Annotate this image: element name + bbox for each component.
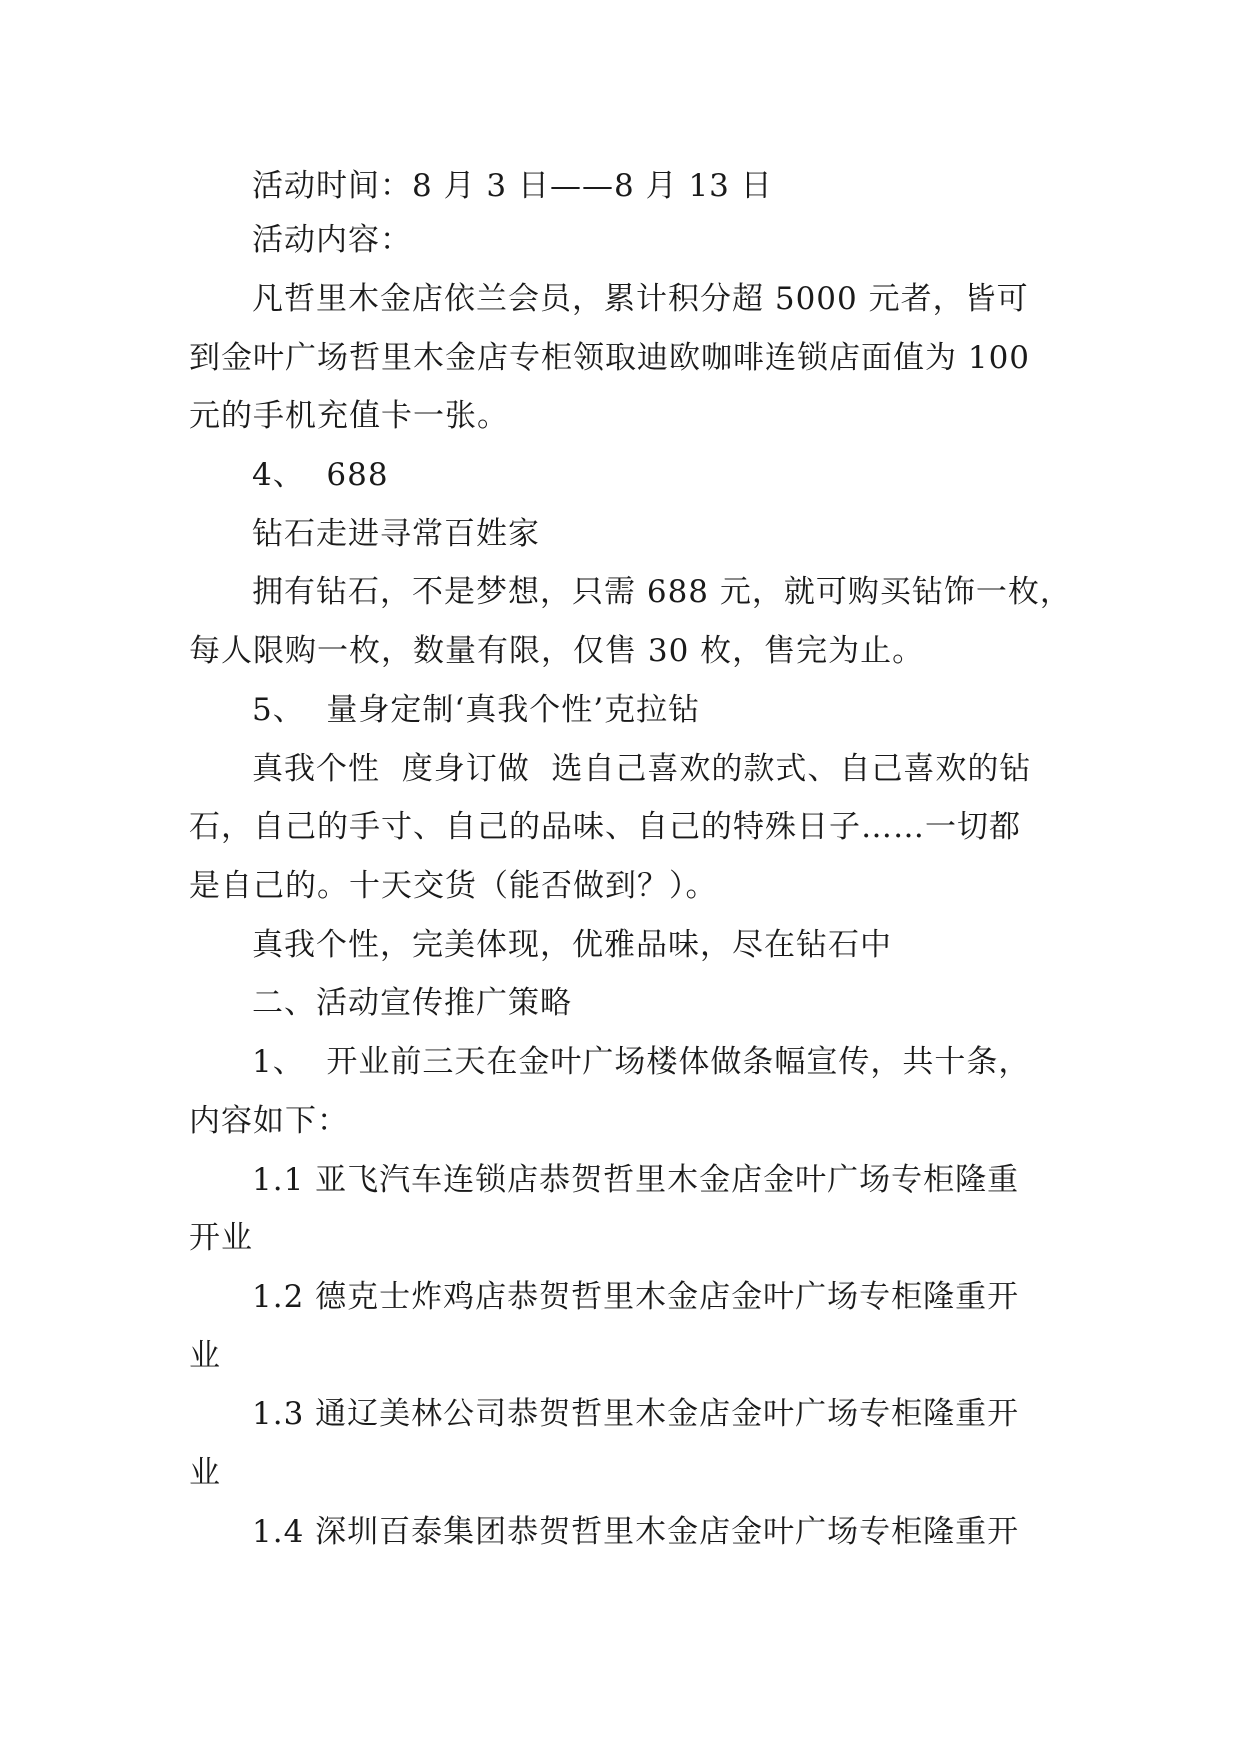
text-line-custom-desc-end: 是自己的。十天交货（能否做到？）。 bbox=[189, 868, 718, 904]
text-line-banner-plan-cont: 内容如下： bbox=[189, 1103, 349, 1139]
text-line-custom-slogan: 真我个性，完美体现，优雅品味，尽在钻石中 bbox=[252, 927, 892, 963]
text-line-activity-time: 活动时间：8 月 3 日——8 月 13 日 bbox=[252, 168, 773, 204]
text-line-banner-plan: 1、 开业前三天在金叶广场楼体做条幅宣传，共十条， bbox=[252, 1044, 1031, 1080]
text-line-banner-1-3: 1.3 通辽美林公司恭贺哲里木金店金叶广场专柜隆重开 bbox=[252, 1396, 1020, 1432]
text-line-diamond-offer: 拥有钻石，不是梦想，只需 688 元，就可购买钻饰一枚， bbox=[252, 574, 1072, 610]
text-line-banner-1-2-cont: 业 bbox=[189, 1338, 221, 1374]
text-line-diamond-slogan: 钻石走进寻常百姓家 bbox=[252, 516, 540, 552]
text-line-member-offer: 凡哲里木金店依兰会员，累计积分超 5000 元者，皆可 bbox=[252, 281, 1029, 317]
text-line-member-offer-cont: 到金叶广场哲里木金店专柜领取迪欧咖啡连锁店面值为 100 bbox=[189, 340, 1031, 376]
text-line-item-4: 4、 688 bbox=[252, 457, 389, 493]
text-line-member-offer-end: 元的手机充值卡一张。 bbox=[189, 398, 509, 434]
text-line-banner-1-1: 1.1 亚飞汽车连锁店恭贺哲里木金店金叶广场专柜隆重 bbox=[252, 1162, 1020, 1198]
text-line-activity-content-heading: 活动内容： bbox=[252, 222, 412, 258]
text-line-section-2-heading: 二、活动宣传推广策略 bbox=[252, 985, 572, 1021]
text-line-banner-1-1-cont: 开业 bbox=[189, 1220, 253, 1256]
text-line-item-5: 5、 量身定制‘真我个性’克拉钻 bbox=[252, 692, 701, 728]
text-line-custom-desc: 真我个性 度身订做 选自己喜欢的款式、自己喜欢的钻 bbox=[252, 751, 1032, 787]
text-line-banner-1-4: 1.4 深圳百泰集团恭贺哲里木金店金叶广场专柜隆重开 bbox=[252, 1514, 1020, 1550]
text-line-banner-1-2: 1.2 德克士炸鸡店恭贺哲里木金店金叶广场专柜隆重开 bbox=[252, 1279, 1020, 1315]
text-line-diamond-offer-cont: 每人限购一枚，数量有限，仅售 30 枚，售完为止。 bbox=[189, 633, 925, 669]
text-line-banner-1-3-cont: 业 bbox=[189, 1455, 221, 1491]
text-line-custom-desc-cont: 石，自己的手寸、自己的品味、自己的特殊日子……一切都 bbox=[189, 809, 1021, 845]
